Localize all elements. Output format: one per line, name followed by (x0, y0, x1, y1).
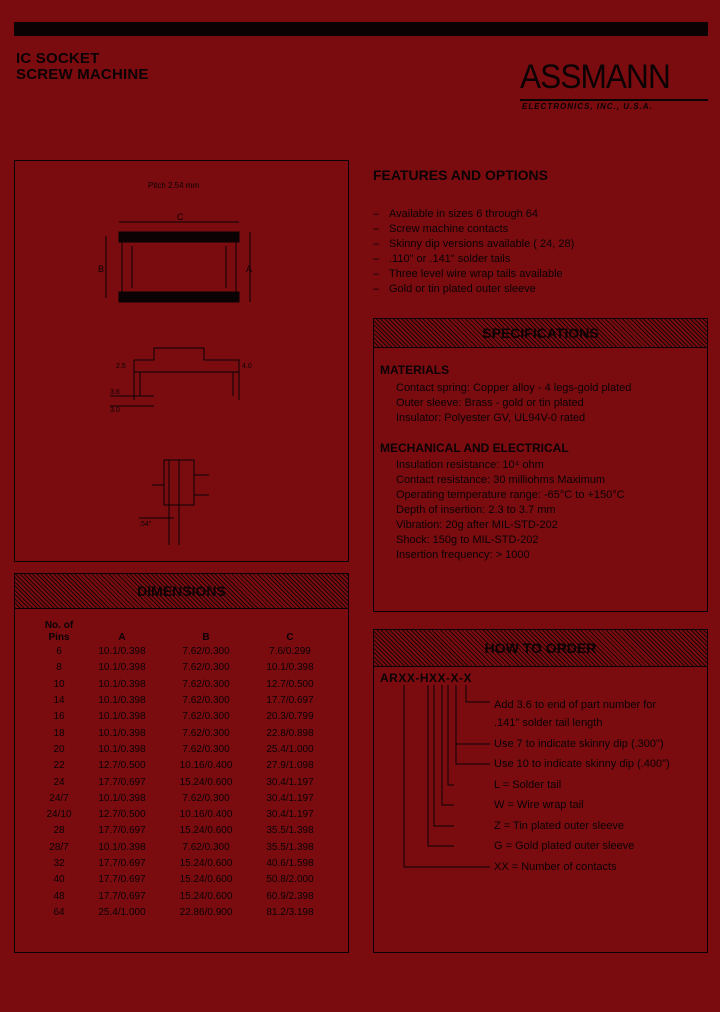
cell-c: 50.8/2.000 (266, 874, 314, 886)
side-view-drawing (110, 348, 252, 414)
table-row (37, 677, 331, 693)
order-note: W = Wire wrap tail (494, 799, 584, 811)
cell-c: 12.7/0.500 (266, 678, 314, 690)
column-header-c: C (286, 632, 294, 643)
cell-c: 22.8/0.898 (266, 727, 314, 739)
order-note: L = Solder tail (494, 779, 562, 791)
cell-b: 15.24/0.600 (179, 825, 233, 837)
table-row (37, 774, 331, 790)
cell-b: 10.16/0.400 (179, 809, 233, 821)
cell-c: 35.5/1.398 (266, 841, 314, 853)
part-number-code: ARXX-HXX-X-X (380, 671, 473, 685)
order-note: Z = Tin plated outer sleeve (494, 820, 624, 832)
top-rule (14, 22, 708, 36)
cell-pins: 32 (53, 858, 65, 869)
cell-a: 10.1/0.398 (98, 646, 146, 658)
mechanical-heading: MECHANICAL AND ELECTRICAL (380, 441, 569, 455)
cell-a: 17.7/0.697 (98, 874, 146, 886)
cell-c: 10.1/0.398 (266, 662, 314, 674)
cell-c: 20.3/0.799 (266, 711, 314, 723)
page-title (16, 51, 149, 83)
table-row (37, 823, 331, 839)
cell-b: 7.62/0.300 (182, 678, 230, 690)
mech-line: Insertion frequency: > 1000 (396, 549, 530, 561)
feature-item: – .110" or .141" solder tails (373, 252, 703, 267)
cell-c: 35.5/1.398 (266, 825, 314, 837)
cell-b: 15.24/0.600 (179, 858, 233, 869)
cell-b: 7.62/0.300 (182, 841, 230, 853)
dim-label-c: C (177, 212, 184, 222)
specifications-box (373, 318, 708, 612)
dim-label-b: B (98, 264, 105, 274)
table-row (37, 693, 331, 709)
materials-list (396, 381, 631, 426)
cell-pins: 10 (53, 678, 65, 690)
cell-pins: 28/7 (49, 841, 69, 853)
cell-c: 60.9/2.398 (266, 890, 314, 902)
brand-logo: ASSMANN (520, 58, 670, 96)
dim-label-a: A (246, 264, 253, 274)
cell-pins: 22 (53, 760, 65, 772)
how-to-order-banner: HOW TO ORDER (374, 630, 707, 667)
cell-pins: 24/7 (49, 792, 69, 804)
cell-a: 17.7/0.697 (98, 776, 146, 788)
cell-pins: 14 (53, 695, 65, 707)
specifications-banner: SPECIFICATIONS (374, 319, 707, 348)
table-row (37, 888, 331, 904)
cell-c: 25.4/1.000 (266, 743, 314, 755)
cell-pins: 6 (56, 646, 62, 658)
mechanical-list (396, 458, 625, 563)
table-row (37, 644, 331, 660)
mech-line: Operating temperature range: -65°C to +150°C (396, 489, 625, 501)
cell-c: 30.4/1.197 (266, 776, 314, 788)
cell-a: 12.7/0.500 (98, 809, 146, 821)
contact-detail-drawing (139, 460, 209, 545)
title-line-1: IC SOCKET (16, 50, 100, 67)
cell-a: 10.1/0.398 (98, 841, 146, 853)
cell-c: 30.4/1.197 (266, 809, 314, 821)
cell-b: 7.62/0.300 (182, 743, 230, 755)
material-line: Insulator: Polyester GV, UL94V-0 rated (396, 412, 586, 424)
dimensions-body (37, 644, 331, 921)
cell-c: 40.6/1.598 (266, 858, 314, 869)
cell-a: 17.7/0.697 (98, 890, 146, 902)
cell-pins: 16 (53, 711, 65, 723)
order-note: XX = Number of contacts (494, 861, 617, 873)
materials-heading: MATERIALS (380, 363, 450, 377)
dimensions-box (14, 573, 349, 953)
cell-a: 25.4/1.000 (98, 906, 146, 918)
cell-pins: 28 (53, 825, 65, 837)
order-note: G = Gold plated outer sleeve (494, 840, 635, 852)
table-row (37, 742, 331, 758)
cell-c: 7.6/0.299 (269, 646, 311, 658)
cell-b: 7.62/0.300 (182, 727, 230, 739)
dimensions-table (37, 614, 331, 921)
material-line: Contact spring: Copper alloy - 4 legs-gold plated (396, 382, 632, 394)
brand-subtitle: ELECTRONICS, INC., U.S.A. (522, 102, 653, 111)
cell-b: 7.62/0.300 (182, 662, 230, 674)
table-row (37, 856, 331, 872)
order-note: .141" solder tail length (494, 717, 603, 729)
cell-a: 10.1/0.398 (98, 743, 146, 755)
cell-pins: 20 (53, 743, 65, 755)
cell-c: 27.9/1.098 (266, 760, 314, 772)
cell-pins: 18 (53, 727, 65, 739)
dimensions-banner: DIMENSIONS (15, 574, 348, 609)
small-dim-3: 3.6 (110, 389, 120, 396)
cell-pins: 64 (53, 906, 65, 918)
cell-b: 7.62/0.300 (182, 792, 230, 804)
order-note: Use 10 to indicate skinny dip (.400") (494, 758, 670, 770)
cell-pins: 40 (53, 874, 65, 886)
top-view-drawing (98, 212, 252, 302)
cell-b: 7.62/0.300 (182, 646, 230, 658)
cell-b: 7.62/0.300 (182, 695, 230, 707)
cell-c: 30.4/1.197 (266, 792, 314, 804)
cell-a: 12.7/0.500 (98, 760, 146, 772)
table-row (37, 872, 331, 888)
column-header-pins: No. of Pins (44, 620, 74, 643)
how-to-order-box (373, 629, 708, 953)
table-header-row (37, 614, 331, 644)
cell-pins: 24/10 (46, 809, 72, 821)
cell-b: 15.24/0.600 (179, 776, 233, 788)
column-header-a: A (118, 632, 126, 643)
cell-b: 15.24/0.600 (179, 890, 233, 902)
table-row (37, 660, 331, 676)
cell-c: 17.7/0.697 (266, 695, 314, 707)
cell-a: 10.1/0.398 (98, 711, 146, 723)
feature-item: – Available in sizes 6 through 64 (373, 207, 703, 222)
small-dim-1: 2.5 (116, 363, 126, 370)
table-row (37, 725, 331, 741)
feature-item: – Screw machine contacts (373, 222, 703, 237)
cell-a: 10.1/0.398 (98, 727, 146, 739)
cell-b: 22.86/0.900 (179, 906, 233, 918)
cell-a: 10.1/0.398 (98, 662, 146, 674)
table-row (37, 791, 331, 807)
features-heading: FEATURES AND OPTIONS (373, 167, 549, 183)
cell-b: 7.62/0.300 (182, 711, 230, 723)
cell-a: 10.1/0.398 (98, 678, 146, 690)
feature-item: – Gold or tin plated outer sleeve (373, 282, 703, 297)
table-row (37, 758, 331, 774)
cell-a: 17.7/0.697 (98, 825, 146, 837)
table-row (37, 840, 331, 856)
small-dim-4: 3.0 (110, 407, 120, 414)
cell-a: 10.1/0.398 (98, 792, 146, 804)
cell-a: 17.7/0.697 (98, 858, 146, 869)
order-leader-lines (374, 630, 709, 954)
cell-pins: 8 (56, 662, 62, 674)
mech-line: Insulation resistance: 10⁴ ohm (396, 459, 544, 471)
cell-a: 10.1/0.398 (98, 695, 146, 707)
socket-drawing (14, 160, 349, 562)
cell-pins: 48 (53, 890, 65, 902)
table-row (37, 905, 331, 921)
pitch-label: Pitch 2.54 mm (148, 181, 200, 190)
cell-c: 81.2/3.198 (266, 906, 314, 918)
order-note: Add 3.6 to end of part number for (494, 699, 657, 711)
feature-item: – Skinny dip versions available ( 24, 28) (373, 237, 703, 252)
small-dim-2: 4.0 (242, 363, 252, 370)
feature-item: – Three level wire wrap tails available (373, 267, 703, 282)
column-header-b: B (202, 632, 210, 643)
table-row (37, 807, 331, 823)
mech-line: Contact resistance: 30 milliohms Maximum (396, 474, 606, 486)
cell-b: 10.16/0.400 (179, 760, 233, 772)
cell-b: 15.24/0.600 (179, 874, 233, 886)
mech-line: Shock: 150g to MIL-STD-202 (396, 534, 539, 546)
mech-line: Depth of insertion: 2.3 to 3.7 mm (396, 504, 556, 516)
mech-line: Vibration: 20g after MIL-STD-202 (396, 519, 558, 531)
table-row (37, 709, 331, 725)
cell-pins: 24 (53, 776, 65, 788)
brand-underline (520, 99, 708, 101)
material-line: Outer sleeve: Brass - gold or tin plated (396, 397, 584, 409)
order-note: Use 7 to indicate skinny dip (.300") (494, 738, 664, 750)
small-dim-5: .54" (139, 521, 152, 528)
features-list (373, 207, 703, 297)
title-line-2: SCREW MACHINE (16, 66, 149, 83)
